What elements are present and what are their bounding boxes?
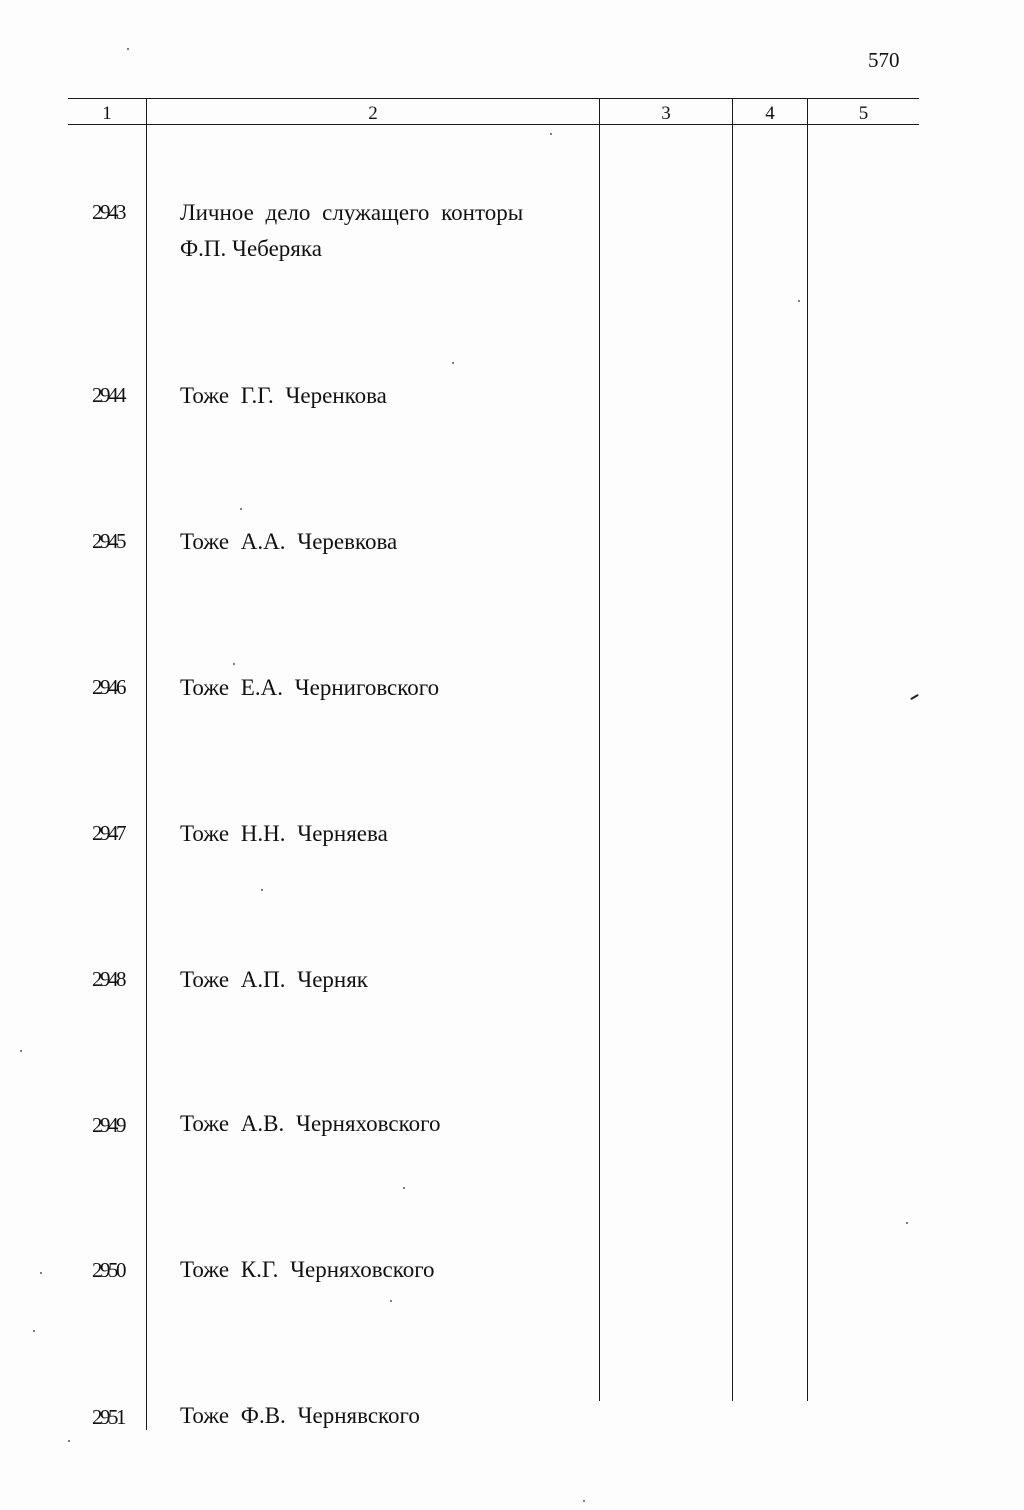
scan-speck [390,1300,392,1302]
scan-speck [452,362,454,364]
scan-speck [403,1187,405,1189]
row-description-line: Тоже А.В. Черняховского [180,1111,441,1136]
row-number: 2945 [92,529,124,553]
row-number: 2946 [92,675,124,699]
row-description-line: Тоже А.А. Черевкова [180,529,398,554]
scan-speck [233,663,235,665]
column-divider-1 [146,99,147,1430]
pen-mark [910,694,919,700]
column-header-5: 5 [858,103,869,124]
scan-speck [40,1272,42,1274]
row-description [180,670,580,706]
column-divider-3 [732,99,733,1401]
scan-speck [240,508,242,510]
row-number: 2943 [92,200,124,224]
row-number: 2944 [92,383,124,407]
row-number: 2950 [92,1258,124,1282]
row-description-line: Тоже А.П. Черняк [180,967,368,992]
scan-speck [127,48,129,50]
column-divider-4 [807,99,808,1401]
row-description [180,1106,580,1142]
row-description-line: Тоже Е.А. Черниговского [180,675,440,700]
row-number: 2949 [92,1113,124,1137]
column-header-2: 2 [368,103,378,124]
column-header-3: 3 [661,103,671,124]
row-description [180,962,580,998]
column-header-1: 1 [102,103,112,124]
scan-speck [583,1500,585,1502]
row-description-line: Тоже Ф.В. Чернявского [180,1403,420,1428]
row-description [180,816,580,852]
row-number: 2947 [92,821,124,845]
scan-speck [261,889,263,891]
row-description-line: Ф.П. Чеберяка [180,236,322,261]
row-description [180,195,580,267]
row-number: 2948 [92,967,124,991]
row-description [180,378,580,414]
row-description-line: Тоже Н.Н. Черняева [180,821,388,846]
scan-speck [550,133,552,135]
row-description [180,1398,580,1434]
row-description-line: Тоже Г.Г. Черенкова [180,383,387,408]
row-description-line: Личное дело служащего конторы [180,200,524,225]
row-description-line: Тоже К.Г. Черняховского [180,1257,435,1282]
row-description [180,524,580,560]
scan-speck [20,1050,22,1052]
column-header-4: 4 [765,103,775,124]
scan-speck [68,1440,70,1442]
scan-speck [906,1222,908,1224]
column-divider-2 [599,99,600,1401]
page-number: 570 [868,48,900,72]
row-number: 2951 [92,1405,124,1429]
scan-speck [798,300,800,302]
scan-speck [33,1330,35,1332]
row-description [180,1252,580,1288]
header-top-rule [68,98,919,99]
